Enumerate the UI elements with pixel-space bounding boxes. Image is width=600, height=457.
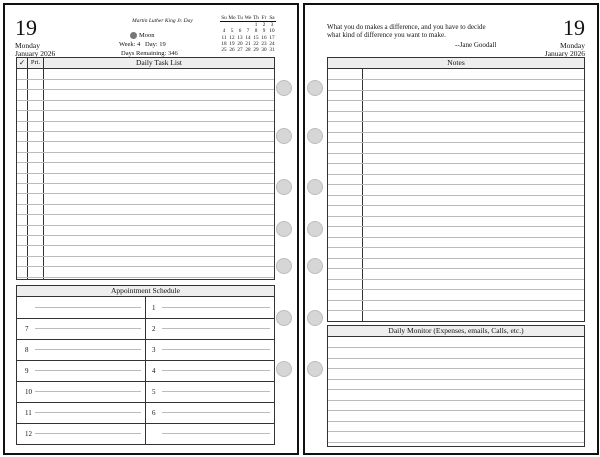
calendar-weekday-header: Su bbox=[221, 15, 227, 21]
calendar-day: 16 bbox=[261, 34, 267, 41]
appointment-write-line bbox=[162, 412, 270, 413]
notes-line bbox=[328, 100, 584, 101]
appointment-write-line bbox=[162, 433, 270, 434]
appointment-write-line bbox=[35, 370, 141, 371]
notes-line bbox=[328, 258, 584, 259]
calendar-day: 24 bbox=[269, 40, 275, 47]
task-line bbox=[17, 183, 274, 184]
check-column-header: ✓ bbox=[18, 58, 26, 67]
appointment-hour: 2 bbox=[152, 325, 156, 333]
days-remaining: Days Remaining: 346 bbox=[121, 50, 178, 57]
calendar-day: 14 bbox=[245, 34, 251, 41]
notes-line bbox=[328, 205, 584, 206]
day-of-year: Day: 19 bbox=[145, 41, 166, 48]
notes-line bbox=[328, 310, 584, 311]
calendar-day: 20 bbox=[237, 40, 243, 47]
calendar-day: 23 bbox=[261, 40, 267, 47]
appointment-hour: 5 bbox=[152, 388, 156, 396]
daily-monitor-section bbox=[327, 325, 585, 447]
calendar-week-row bbox=[220, 22, 276, 29]
notes-title: Notes bbox=[328, 58, 584, 69]
quote-line-2: what kind of difference you want to make. bbox=[327, 31, 446, 39]
monitor-line bbox=[328, 368, 584, 369]
calendar-day: 29 bbox=[253, 47, 259, 54]
appointment-row-separator bbox=[17, 318, 274, 319]
holiday-label: Martin Luther King Jr. Day bbox=[132, 18, 193, 24]
notes-line bbox=[328, 247, 584, 248]
notes-line bbox=[328, 142, 584, 143]
daily-monitor-title: Daily Monitor (Expenses, emails, Calls, etc.) bbox=[328, 326, 584, 337]
task-line bbox=[17, 277, 274, 278]
calendar-day: 31 bbox=[269, 47, 275, 54]
task-line bbox=[17, 152, 274, 153]
appointment-write-line bbox=[162, 328, 270, 329]
notes-line bbox=[328, 289, 584, 290]
notes-line bbox=[328, 132, 584, 133]
appointment-hour: 11 bbox=[25, 409, 32, 417]
left-weekday: Monday bbox=[15, 41, 40, 50]
appointment-row-separator bbox=[17, 339, 274, 340]
task-line bbox=[17, 89, 274, 90]
task-line bbox=[17, 79, 274, 80]
notes-line bbox=[328, 279, 584, 280]
task-line bbox=[17, 225, 274, 226]
appointment-write-line bbox=[35, 412, 141, 413]
calendar-weekday-header: Tu bbox=[237, 15, 243, 21]
notes-line bbox=[328, 90, 584, 91]
notes-line bbox=[328, 121, 584, 122]
task-line bbox=[17, 162, 274, 163]
notes-line bbox=[328, 79, 584, 80]
appointment-write-line bbox=[35, 391, 141, 392]
binder-hole bbox=[276, 128, 292, 144]
calendar-weekday-header: Th bbox=[253, 15, 259, 21]
task-line bbox=[17, 110, 274, 111]
week-number: Week: 4 bbox=[119, 41, 141, 48]
notes-line bbox=[328, 184, 584, 185]
quote-line-1: What you do makes a difference, and you have to decide bbox=[327, 23, 486, 31]
calendar-day: 7 bbox=[246, 28, 250, 35]
notes-line bbox=[328, 268, 584, 269]
appointment-row-separator bbox=[17, 360, 274, 361]
binder-hole bbox=[307, 128, 323, 144]
calendar-day: 5 bbox=[230, 28, 234, 35]
appointment-hour: 10 bbox=[25, 388, 32, 396]
task-list-header bbox=[17, 58, 274, 69]
appointment-hour: 3 bbox=[152, 346, 156, 354]
task-line bbox=[17, 173, 274, 174]
appointment-write-line bbox=[162, 307, 270, 308]
task-list-title: Daily Task List bbox=[136, 58, 182, 67]
appointment-write-line bbox=[35, 328, 141, 329]
notes-line bbox=[328, 300, 584, 301]
calendar-day: 1 bbox=[254, 22, 258, 29]
appointment-hour: 4 bbox=[152, 367, 156, 375]
calendar-day: 25 bbox=[221, 47, 227, 54]
calendar-day: 28 bbox=[245, 47, 251, 54]
calendar-day: 2 bbox=[262, 22, 266, 29]
calendar-day: 21 bbox=[245, 40, 251, 47]
calendar-day: 6 bbox=[238, 28, 242, 35]
binder-hole bbox=[276, 221, 292, 237]
notes-line bbox=[328, 237, 584, 238]
binder-hole bbox=[307, 221, 323, 237]
binder-hole bbox=[307, 80, 323, 96]
appointment-write-line bbox=[162, 349, 270, 350]
notes-line bbox=[328, 216, 584, 217]
appointment-write-line bbox=[35, 433, 141, 434]
monitor-line bbox=[328, 389, 584, 390]
appointment-schedule bbox=[16, 285, 275, 445]
appointment-write-line bbox=[35, 307, 141, 308]
calendar-day: 11 bbox=[221, 34, 227, 41]
calendar-day: 17 bbox=[269, 34, 275, 41]
left-page bbox=[3, 3, 299, 455]
right-page bbox=[303, 3, 599, 455]
appointment-hour: 1 bbox=[152, 304, 156, 312]
monitor-line bbox=[328, 347, 584, 348]
binder-hole bbox=[276, 80, 292, 96]
appointment-hour: 7 bbox=[25, 325, 29, 333]
notes-line bbox=[328, 153, 584, 154]
binder-hole bbox=[307, 179, 323, 195]
calendar-day: 30 bbox=[261, 47, 267, 54]
right-day-number: 19 bbox=[563, 15, 585, 40]
task-line bbox=[17, 214, 274, 215]
appointment-write-line bbox=[35, 349, 141, 350]
notes-line bbox=[328, 163, 584, 164]
notes-line bbox=[328, 111, 584, 112]
binder-hole bbox=[276, 258, 292, 274]
calendar-day: 18 bbox=[221, 40, 227, 47]
monitor-line bbox=[328, 410, 584, 411]
calendar-day: 22 bbox=[253, 40, 259, 47]
appointment-write-line bbox=[162, 370, 270, 371]
calendar-week-row bbox=[220, 47, 276, 53]
calendar-weekday-header: Sa bbox=[269, 15, 275, 21]
task-line bbox=[17, 193, 274, 194]
monitor-line bbox=[328, 431, 584, 432]
notes-line bbox=[328, 195, 584, 196]
calendar-day bbox=[220, 22, 228, 29]
calendar-day bbox=[244, 22, 252, 29]
calendar-weekday-header: We bbox=[244, 15, 252, 21]
task-line bbox=[17, 266, 274, 267]
left-day-number: 19 bbox=[15, 15, 37, 40]
appointment-column-divider bbox=[145, 297, 146, 444]
task-line bbox=[17, 121, 274, 122]
calendar-day: 26 bbox=[229, 47, 235, 54]
calendar-day bbox=[228, 22, 236, 29]
appointment-write-line bbox=[162, 391, 270, 392]
calendar-weekday-header: Fr bbox=[261, 15, 267, 21]
notes-section bbox=[327, 57, 585, 322]
notes-line bbox=[328, 226, 584, 227]
moon-phase-icon bbox=[130, 32, 137, 39]
right-weekday: Monday bbox=[560, 41, 585, 50]
binder-hole bbox=[276, 179, 292, 195]
appointment-hour: 12 bbox=[25, 430, 32, 438]
appointment-title: Appointment Schedule bbox=[17, 286, 274, 297]
calendar-day: 19 bbox=[229, 40, 235, 47]
monitor-line bbox=[328, 442, 584, 443]
moon-label: Moon bbox=[139, 32, 155, 39]
appointment-row-separator bbox=[17, 402, 274, 403]
monitor-line bbox=[328, 421, 584, 422]
calendar-day: 9 bbox=[262, 28, 266, 35]
binder-hole bbox=[307, 361, 323, 377]
monitor-line bbox=[328, 358, 584, 359]
calendar-day: 13 bbox=[237, 34, 243, 41]
appointment-hour: 9 bbox=[25, 367, 29, 375]
quote-author: --Jane Goodall bbox=[455, 41, 497, 49]
binder-hole bbox=[307, 310, 323, 326]
left-month-year: January 2026 bbox=[15, 49, 56, 58]
task-line bbox=[17, 131, 274, 132]
binder-hole bbox=[307, 258, 323, 274]
binder-hole bbox=[276, 361, 292, 377]
appointment-row-separator bbox=[17, 423, 274, 424]
calendar-day: 15 bbox=[253, 34, 259, 41]
right-month-year: January 2026 bbox=[544, 49, 585, 58]
monitor-line bbox=[328, 379, 584, 380]
task-line bbox=[17, 204, 274, 205]
task-line bbox=[17, 245, 274, 246]
notes-line bbox=[328, 174, 584, 175]
mini-calendar bbox=[220, 15, 276, 53]
appointment-hour: 6 bbox=[152, 409, 156, 417]
calendar-day: 12 bbox=[229, 34, 235, 41]
calendar-day: 4 bbox=[222, 28, 226, 35]
calendar-day bbox=[236, 22, 244, 29]
calendar-day: 3 bbox=[270, 22, 274, 29]
calendar-day: 27 bbox=[237, 47, 243, 54]
calendar-day: 10 bbox=[269, 28, 275, 35]
task-line bbox=[17, 235, 274, 236]
task-line bbox=[17, 141, 274, 142]
task-line bbox=[17, 100, 274, 101]
binder-hole bbox=[276, 310, 292, 326]
task-line bbox=[17, 256, 274, 257]
appointment-hour: 8 bbox=[25, 346, 29, 354]
daily-task-list bbox=[16, 57, 275, 280]
appointment-row-separator bbox=[17, 381, 274, 382]
priority-column-header: Pri. bbox=[30, 59, 41, 66]
monitor-line bbox=[328, 400, 584, 401]
calendar-weekday-header: Mo bbox=[228, 15, 236, 21]
calendar-day: 8 bbox=[254, 28, 258, 35]
